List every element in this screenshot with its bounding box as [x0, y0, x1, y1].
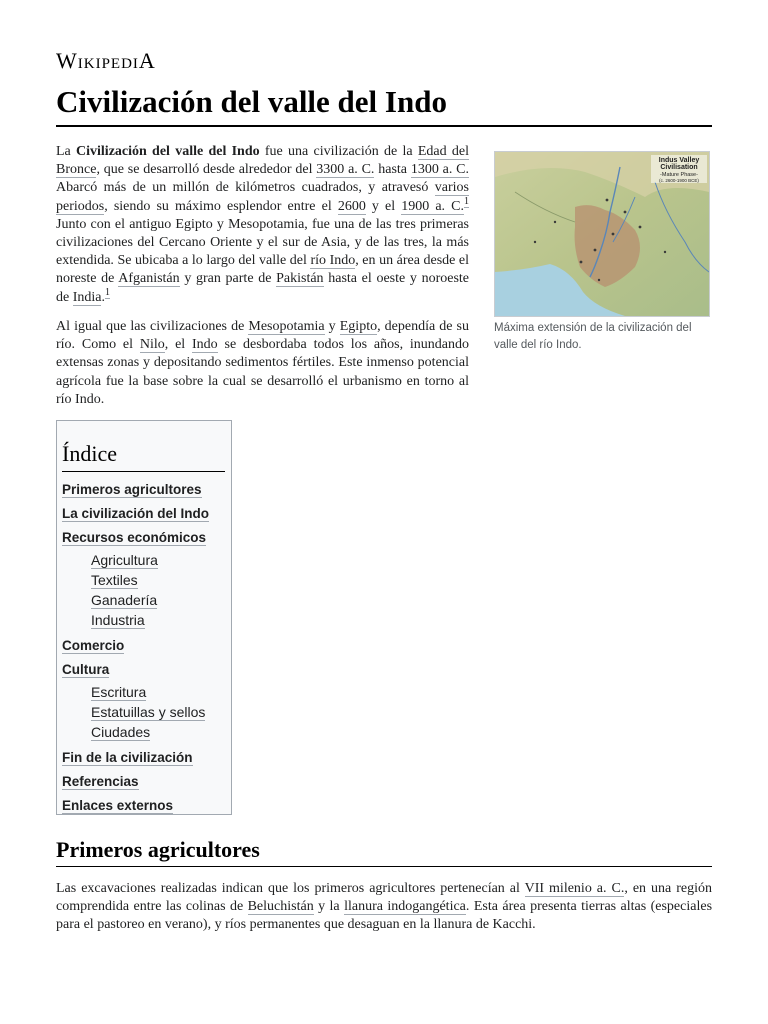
text-run: y el — [365, 198, 402, 214]
text-run: Junto con el antiguo Egipto y Mesopotamia, fue una de las tres primeras civilizaciones del Cercano Oriente y el sur de Asia, y de las tres, la más extendida. Se ubicaba a lo largo del valle del — [56, 216, 469, 269]
toc-item-label: Recursos económicos — [62, 530, 207, 545]
toc-item[interactable] — [62, 722, 225, 742]
article-link[interactable]: varios periodos — [56, 180, 469, 214]
text-run: y la — [313, 899, 345, 915]
toc-list — [62, 478, 225, 818]
section-paragraph-1 — [56, 880, 712, 935]
toc-item[interactable] — [62, 550, 225, 570]
toc-item[interactable] — [62, 770, 225, 794]
intro-paragraph-2 — [56, 318, 469, 409]
map-caption: Máxima extensión de la civilización del valle del río Indo. — [494, 322, 692, 351]
toc-item[interactable] — [62, 570, 225, 590]
article-link[interactable]: VII milenio a. C. — [524, 881, 625, 896]
toc-item-label: La civilización del Indo — [62, 506, 210, 521]
text-run: , en una región comprendida entre las colinas de — [56, 881, 712, 915]
toc-item-label: Primeros agricultores — [62, 482, 202, 497]
article-link[interactable]: 3300 a. C. — [316, 162, 375, 178]
text-run: . — [101, 289, 105, 305]
toc-item[interactable] — [62, 682, 225, 702]
reference-superscript[interactable]: 1 — [104, 286, 110, 298]
intro-paragraph-1 — [56, 143, 469, 307]
text-run: , en un área desde el noreste de — [56, 253, 470, 287]
article-link[interactable]: Beluchistán — [247, 899, 314, 915]
article-link[interactable]: India — [72, 289, 102, 305]
text-run: Al igual que las civilizaciones de — [56, 319, 249, 334]
toc-item-label: Ciudades — [91, 724, 151, 740]
section-heading-primeros-agricultores: Primeros agricultores — [56, 836, 712, 867]
article-link[interactable]: 1900 a. C. — [401, 198, 464, 214]
wikipedia-wordmark[interactable]: WikipediA — [56, 48, 156, 73]
toc-item-label: Agricultura — [91, 552, 158, 568]
text-run: y gran parte de — [179, 271, 277, 287]
article-link[interactable]: río Indo — [310, 253, 356, 269]
article-link[interactable]: Mesopotamia — [248, 319, 325, 334]
map-title-line-4: (c. 2600-1900 BCE) — [659, 178, 699, 183]
text-run: fue una civilización de la — [259, 144, 418, 159]
page-title: Civilización del valle del Indo — [56, 82, 712, 127]
article-link[interactable]: Afganistán — [118, 271, 180, 287]
text-run: se desbordaba todos los años, inundando extensas zonas y depositando sedimentos fértiles. Este inmenso potencial agrícola fue la base sobre la cual se desarrolló el urbanismo en torno al río Indo. — [56, 337, 469, 407]
text-run: , dependía de su río. Como el — [56, 319, 470, 353]
toc-item[interactable] — [62, 610, 225, 630]
text-run: La — [56, 144, 77, 159]
indus-valley-map-image[interactable] — [494, 151, 710, 317]
text-run: . Esta área presenta tierras altas (especiales para el pastoreo en verano), y ríos permanentes que desaguan en la llanura de Kacchi. — [56, 899, 713, 933]
article-link[interactable]: Edad del Bronce — [56, 144, 469, 178]
toc-item-label: Cultura — [62, 662, 110, 677]
text-run: hasta el oeste y noroeste de — [56, 271, 469, 305]
map-title-line-3: -Mature Phase- — [660, 172, 698, 178]
map-figure — [494, 151, 710, 354]
article-link[interactable]: 1300 a. C. — [410, 162, 469, 178]
toc-item[interactable] — [62, 658, 225, 682]
toc-item[interactable] — [62, 702, 225, 722]
toc-item[interactable] — [62, 502, 225, 526]
toc-item-label: Industria — [91, 612, 145, 628]
toc-item-label: Ganadería — [91, 592, 158, 608]
toc-item-label: Estatuillas y sellos — [91, 704, 206, 720]
toc-item[interactable] — [62, 794, 225, 818]
text-run: y — [324, 319, 340, 334]
toc-item[interactable] — [62, 478, 225, 502]
toc-item-label: Fin de la civilización — [62, 750, 193, 765]
toc-item-label: Enlaces externos — [62, 798, 174, 813]
bold-term: Civilización del valle del Indo — [76, 144, 260, 159]
text-run: hasta — [374, 162, 411, 178]
toc-item[interactable] — [62, 634, 225, 658]
table-of-contents — [56, 420, 232, 815]
article-link[interactable]: Pakistán — [276, 271, 324, 287]
map-title-line-2: Civilisation — [660, 164, 698, 171]
reference-superscript[interactable]: 1 — [464, 195, 469, 207]
toc-item-label: Referencias — [62, 774, 139, 789]
text-run: Las excavaciones realizadas indican que los primeros agricultores pertenecían al — [56, 881, 525, 896]
article-link[interactable]: Egipto — [339, 319, 378, 334]
text-run: Abarcó más de un millón de kilómetros cuadrados, y atravesó — [56, 180, 435, 196]
toc-item-label: Escritura — [91, 684, 147, 700]
toc-title: Índice — [62, 439, 225, 472]
article-link[interactable]: Nilo — [139, 337, 165, 353]
article-link[interactable]: Indo — [192, 337, 218, 353]
article-link[interactable]: 2600 — [337, 198, 366, 214]
text-run: , siendo su máximo esplendor entre el — [104, 198, 338, 214]
text-run: , que se desarrolló desde alrededor del — [96, 162, 317, 178]
toc-item[interactable] — [62, 526, 225, 550]
article-link[interactable]: llanura indogangética — [344, 899, 466, 915]
toc-item-label: Comercio — [62, 638, 125, 653]
toc-item[interactable] — [62, 746, 225, 770]
toc-item-label: Textiles — [91, 572, 138, 588]
map-title-line-1: Indus Valley — [658, 157, 700, 164]
toc-item[interactable] — [62, 590, 225, 610]
text-run: , el — [164, 337, 193, 353]
